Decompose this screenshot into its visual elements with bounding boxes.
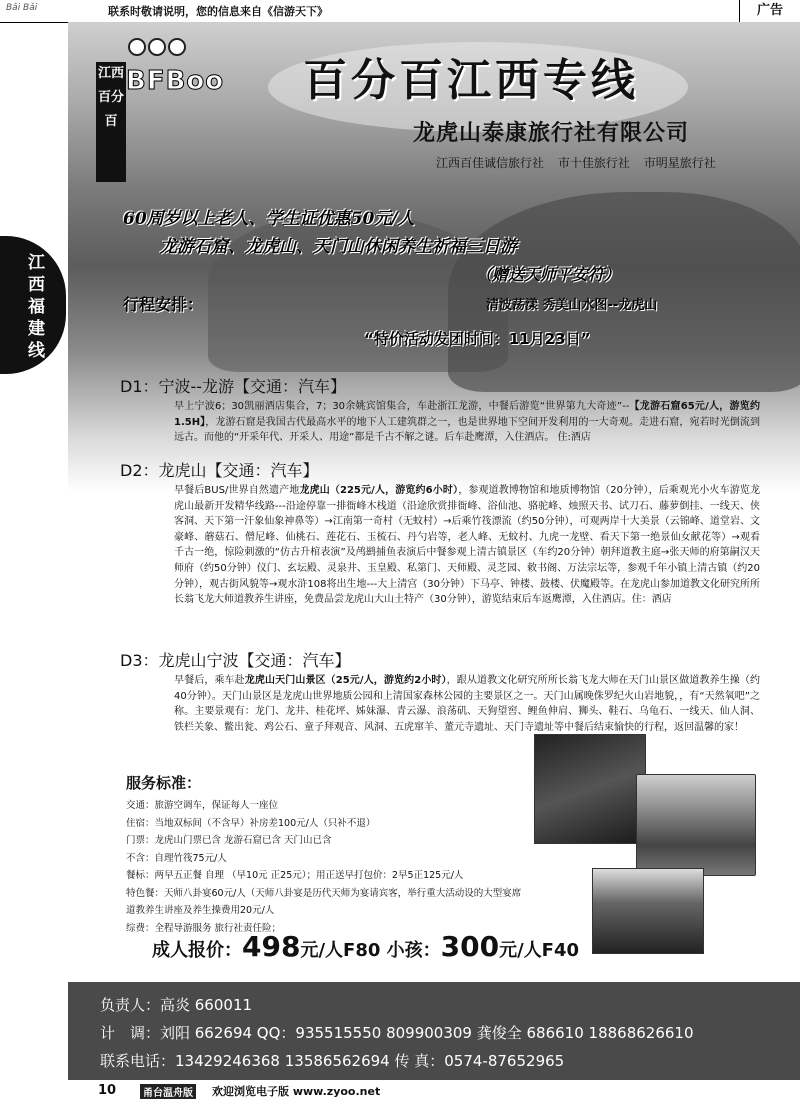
day-1-section <box>120 374 760 446</box>
price-line <box>152 930 579 963</box>
contact-block <box>68 982 800 1080</box>
itinerary-route: 清波荡漾 秀美山水图--龙虎山 <box>486 298 658 313</box>
adult-price-unit: 元/人F80 <box>300 940 381 961</box>
website-link[interactable]: 欢迎浏览电子版 www.zyoo.net <box>212 1085 381 1098</box>
service-item: 不含：自理竹筏75元/人 <box>126 852 227 864</box>
section-side-tab <box>0 236 66 374</box>
day-description: 早餐后BUS/世界自然遗产地龙虎山（225元/人，游览约6小时），参观道教博物馆和地质博物馆（20分钟），后乘观光小火车游览龙虎山最新开发精华线路---沿途停靠一排衙峰木栈道（沿途欣赏排衙峰、浴仙池、骆驼峰、烛照天书、试刀石、藤萝倒挂、一线天、侠客洞、天下第一汗象仙象神鼻等）→江南第一奇村（无蚊村）→后乘竹筏漂流（约50分钟），可观两岸十大美景（云锦峰、道堂岩、文豪峰、蘑菇石、僧尼峰、仙桃石、莲花石、玉梳石、丹勺岩等，老人峰、无蚊村、九虎一龙壁、看天下第一绝景仙女献花等）→观看千古一绝，惊险刺激的“仿古升棺表演”及鸬鹚捕鱼表演后中餐参观上清古镇景区（车约20分钟）朝拜道教主庭→张天师的府第嗣汉天师府（约50分钟）仪门、玄坛殿、灵泉井、玉皇殿、私第门、天师殿、灵芝园、敕书阁、万法宗坛等，参观千年小镇上清古镇（约20分钟），观古街风貌等→观水浒108将出生地---大上清宫（30分钟）下马亭、钟楼、鼓楼、伏魔殿等。在龙虎山参加道教文化研究所所长翁飞龙大师道教养生讲座，免费品尝龙虎山大山土特产（30分钟），游览结束后车返鹰潭，入住酒店。住：酒店 <box>174 485 761 606</box>
gift-note: （赠送天师平安符） <box>476 265 621 284</box>
advertisement <box>68 22 800 1080</box>
service-item: 交通：旅游空调车，保证每人一座位 <box>126 800 279 811</box>
temple-photo <box>592 868 704 954</box>
day-heading: D2：龙虎山【交通：汽车】 <box>120 461 319 480</box>
mountain-photo <box>636 774 756 876</box>
service-standards <box>126 772 596 937</box>
service-item: 综费：全程导游服务 旅行社责任险； <box>126 922 282 934</box>
contact-planners: 计 调：刘阳 662694 QQ：935515550 809900309 龚俊全 686610 18868626610 <box>100 1024 694 1042</box>
service-title: 服务标准： <box>126 774 202 792</box>
departure-date: “特价活动发团时间：11月23日” <box>364 330 591 348</box>
child-price-unit: 元/人F40 <box>499 940 580 961</box>
discount-line: 60周岁以上老人、学生证优惠50元/人 <box>123 209 415 229</box>
company-name: 龙虎山泰康旅行社有限公司 <box>413 121 690 146</box>
magazine-logo: Bǎi Bǎi <box>6 3 38 13</box>
service-item: 住宿：当地双标间（不含早）补房差100元/人（只补不退） <box>126 817 376 829</box>
brand-dots-icon <box>128 38 188 60</box>
child-price-label: 小孩： <box>386 940 441 961</box>
service-item: 门票：龙虎山门票已含 龙游石窟已含 天门山已含 <box>126 835 332 846</box>
brand-vertical-label: 江西百分百 <box>96 62 126 182</box>
contact-phones: 联系电话：13429246368 13586562694 传 真：0574-87652965 <box>100 1052 565 1070</box>
child-price: 300 <box>440 930 500 963</box>
agency-honors <box>436 154 726 171</box>
day-3-section <box>120 648 760 735</box>
agency-honor: 江西百佳诚信旅行社 <box>436 156 545 170</box>
day-description: 早餐后，乘车赴龙虎山天门山景区（25元/人，游览约2小时），跟从道教文化研究所所长翁飞龙大师在天门山景区做道教养生操（约40分钟）。天门山景区是龙虎山世界地质公园和上清国家森林公园的主要景区之一。天门山属晚侏罗纪火山岩地貌，，有“天然氧吧”之称。主要景观有：龙门、龙井、桂花坪、姊妹瀑、青云瀑、浪荡矶、天狗望窖、鲤鱼伸肩、狮头、鞋石、乌龟石、一线天、仙人洞、铁栏关象、鳖出瓮、鸡公石、童子拜观音、风洞、五虎窜羊、董元寺遗址、天门寺遗址等中餐后结束愉快的行程，返回温馨的家！ <box>174 675 761 733</box>
edition-tag: 甬台温舟版 <box>140 1084 196 1099</box>
agency-honor: 市明星旅行社 <box>643 156 716 170</box>
service-item: 餐标：两早五正餐 自理 （早10元 正25元）；用正送早打包价：2早5正125元/人 <box>126 870 464 881</box>
itinerary-label: 行程安排： <box>123 295 204 314</box>
mountain-decoration <box>448 192 800 392</box>
adult-price-label: 成人报价： <box>152 940 242 961</box>
service-item: 道教养生讲座及养生操费用20元/人 <box>126 905 275 916</box>
day-2-section <box>120 458 760 608</box>
contact-notice: 联系时敬请说明，您的信息来自《信游天下》 <box>108 5 328 18</box>
ad-title: 百分百江西专线 <box>303 55 639 106</box>
adult-price: 498 <box>242 930 301 963</box>
contact-manager: 负责人：高炎 660011 <box>100 996 253 1014</box>
brand-logo: BFBoo <box>126 66 225 96</box>
day-description: 早上宁波6；30凯丽酒店集合，7；30余姚宾馆集合，车赴浙江龙游，中餐后游览“世界第九大奇迹”--【龙游石窟65元/人，游览约1.5H】，龙游石窟是我国古代最高水平的地下人工建筑群之一，也是世界地下空间开发利用的一大奇观。走进石窟，宛若时光倒流到远古。而他的“开采年代、开采人、用途”都是千古不解之谜。后车赴鹰潭，入住酒店。 住:酒店 <box>174 401 760 444</box>
section-side-tab-label: 江西福建线 <box>28 253 45 361</box>
top-bar <box>0 0 800 23</box>
page-footer <box>0 1080 800 1102</box>
day-heading: D3：龙虎山宁波【交通：汽车】 <box>120 651 351 670</box>
ad-label: 广告 <box>739 0 800 22</box>
agency-honor: 市十佳旅行社 <box>557 156 630 170</box>
day-heading: D1：宁波--龙游【交通：汽车】 <box>120 377 347 396</box>
page-number: 10 <box>98 1083 117 1098</box>
tour-name: 龙游石窟、龙虎山、天门山休闲养生祈福三日游 <box>160 237 517 257</box>
service-item: 特色餐：天师八卦宴60元/人（天师八卦宴是历代天师为宴请宾客，举行重大活动设的大型宴席 <box>126 887 522 899</box>
